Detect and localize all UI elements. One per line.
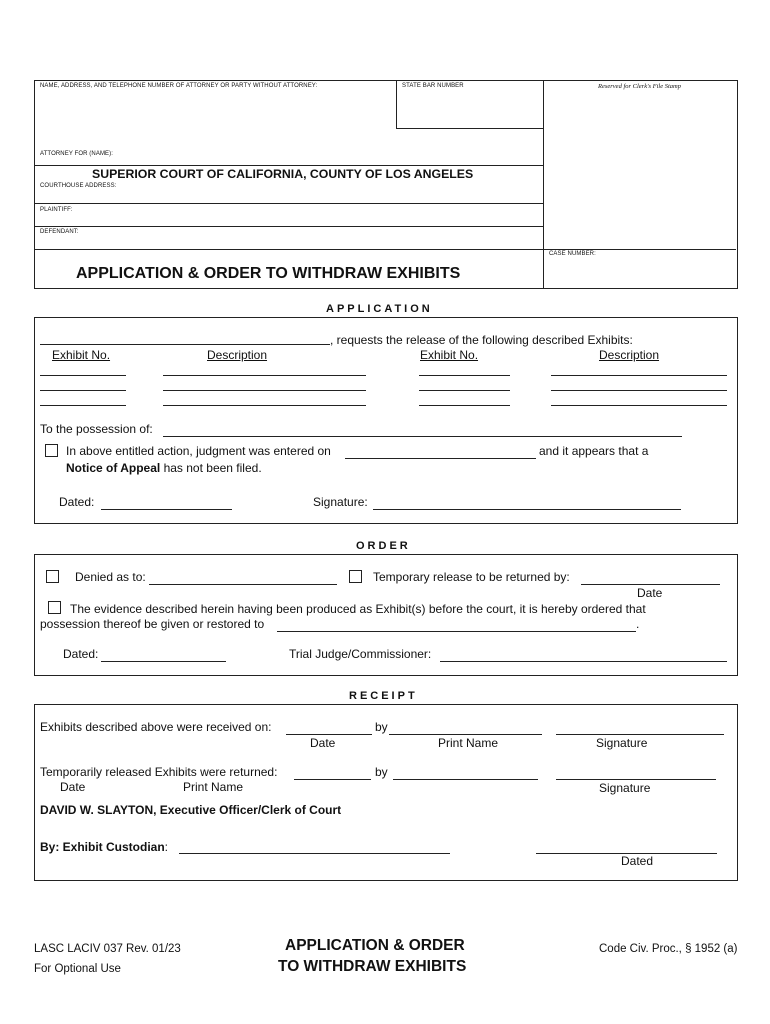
description-field[interactable] — [163, 405, 366, 406]
col-exhibit-no-1: Exhibit No. — [52, 348, 111, 362]
divider — [543, 80, 544, 288]
evidence-text: The evidence described herein having been produced as Exhibit(s) before the court, it is hereby ordered that — [70, 602, 646, 616]
judge-field[interactable] — [440, 661, 727, 662]
custodian-dated-label: Dated — [621, 854, 654, 868]
temp-release-label: Temporary release to be returned by: — [373, 570, 570, 584]
denied-checkbox[interactable] — [46, 570, 59, 583]
defendant-label: DEFENDANT: — [40, 229, 79, 235]
received-date-label: Date — [310, 736, 336, 750]
temp-release-date-field[interactable] — [581, 584, 720, 585]
description-field[interactable] — [551, 405, 727, 406]
judgment-date-field[interactable] — [345, 458, 536, 459]
divider — [34, 249, 736, 250]
received-text: Exhibits described above were received on: — [40, 720, 272, 734]
notice-line — [66, 461, 262, 475]
attorney-label: NAME, ADDRESS, AND TELEPHONE NUMBER OF ATTORNEY OR PARTY WITHOUT ATTORNEY: — [40, 83, 318, 89]
state-bar-field[interactable] — [398, 92, 541, 126]
custodian-line — [40, 840, 168, 854]
returned-date-label: Date — [60, 780, 86, 794]
app-signature-field[interactable] — [373, 509, 681, 510]
exhibit-no-field[interactable] — [40, 375, 126, 376]
divider — [34, 165, 544, 166]
footer-title-line2: TO WITHDRAW EXHIBITS — [278, 958, 467, 975]
judge-label: Trial Judge/Commissioner: — [289, 647, 432, 661]
state-bar-label: STATE BAR NUMBER — [402, 83, 464, 89]
custodian-colon: : — [164, 840, 169, 854]
receipt-heading: RECEIPT — [349, 690, 418, 702]
officer-name: DAVID W. SLAYTON, Executive Officer/Clerk of Court — [40, 803, 342, 817]
footer-title-line1: APPLICATION & ORDER — [285, 937, 465, 954]
received-signature-label: Signature — [596, 736, 648, 750]
divider — [396, 128, 544, 129]
returned-by: by — [375, 765, 388, 779]
judgment-checkbox[interactable] — [45, 444, 58, 457]
custodian-label: By: Exhibit Custodian — [40, 840, 165, 854]
notice-of-appeal: Notice of Appeal — [66, 461, 161, 475]
exhibit-no-field[interactable] — [40, 390, 126, 391]
received-print-name-field[interactable] — [389, 734, 542, 735]
returned-print-name-field[interactable] — [393, 779, 538, 780]
description-field[interactable] — [163, 390, 366, 391]
order-heading: ORDER — [356, 540, 411, 552]
received-by: by — [375, 720, 388, 734]
application-heading: APPLICATION — [326, 303, 433, 315]
evidence-checkbox[interactable] — [48, 601, 61, 614]
app-dated-label: Dated: — [59, 495, 95, 509]
judgment-text: In above entitled action, judgment was entered on — [66, 444, 331, 458]
possession-label: To the possession of: — [40, 422, 153, 436]
col-exhibit-no-2: Exhibit No. — [420, 348, 479, 362]
requests-text: , requests the release of the following described Exhibits: — [330, 333, 633, 347]
received-date-field[interactable] — [286, 734, 372, 735]
denied-label: Denied as to: — [75, 570, 146, 584]
possession-field[interactable] — [163, 436, 682, 437]
exhibit-no-field[interactable] — [40, 405, 126, 406]
returned-date-field[interactable] — [294, 779, 371, 780]
applicant-name-field[interactable] — [40, 344, 330, 345]
divider — [396, 80, 397, 129]
returned-print-name-label: Print Name — [183, 780, 244, 794]
clerk-stamp-label: Reserved for Clerk's File Stamp — [598, 83, 681, 90]
returned-text: Temporarily released Exhibits were returned: — [40, 765, 278, 779]
form-title: APPLICATION & ORDER TO WITHDRAW EXHIBITS — [76, 265, 461, 282]
denied-field[interactable] — [149, 584, 337, 585]
courthouse-address-label: COURTHOUSE ADDRESS: — [40, 183, 117, 189]
returned-signature-label: Signature — [599, 781, 651, 795]
case-number-label: CASE NUMBER: — [549, 251, 596, 257]
description-field[interactable] — [551, 375, 727, 376]
temp-release-date-label: Date — [637, 586, 663, 600]
order-dated-label: Dated: — [63, 647, 99, 661]
divider — [34, 203, 544, 204]
exhibit-no-field[interactable] — [419, 390, 510, 391]
attorney-info-area[interactable] — [36, 92, 394, 147]
plaintiff-label: PLAINTIFF: — [40, 207, 73, 213]
exhibit-no-field[interactable] — [419, 405, 510, 406]
possession-restored-text: possession thereof be given or restored to — [40, 617, 265, 631]
app-signature-label: Signature: — [313, 495, 368, 509]
code-reference: Code Civ. Proc., § 1952 (a) — [599, 943, 738, 955]
order-dated-field[interactable] — [101, 661, 226, 662]
col-description-2: Description — [599, 348, 660, 362]
exhibit-no-field[interactable] — [419, 375, 510, 376]
optional-use: For Optional Use — [34, 963, 121, 975]
court-name: SUPERIOR COURT OF CALIFORNIA, COUNTY OF LOS ANGELES — [92, 167, 474, 181]
received-print-name-label: Print Name — [438, 736, 499, 750]
case-number-field[interactable] — [546, 260, 734, 286]
returned-signature-field[interactable] — [556, 779, 716, 780]
not-filed-text: has not been filed. — [163, 461, 262, 475]
restored-to-field[interactable] — [277, 631, 636, 632]
description-field[interactable] — [551, 390, 727, 391]
appears-text: and it appears that a — [539, 444, 649, 458]
divider — [34, 226, 544, 227]
received-signature-field[interactable] — [556, 734, 724, 735]
app-dated-field[interactable] — [101, 509, 232, 510]
description-field[interactable] — [163, 375, 366, 376]
attorney-for-label: ATTORNEY FOR (NAME): — [40, 151, 114, 157]
custodian-name-field[interactable] — [179, 853, 450, 854]
temp-release-checkbox[interactable] — [349, 570, 362, 583]
form-number: LASC LACIV 037 Rev. 01/23 — [34, 943, 181, 955]
col-description-1: Description — [207, 348, 268, 362]
restored-period: . — [636, 617, 640, 631]
